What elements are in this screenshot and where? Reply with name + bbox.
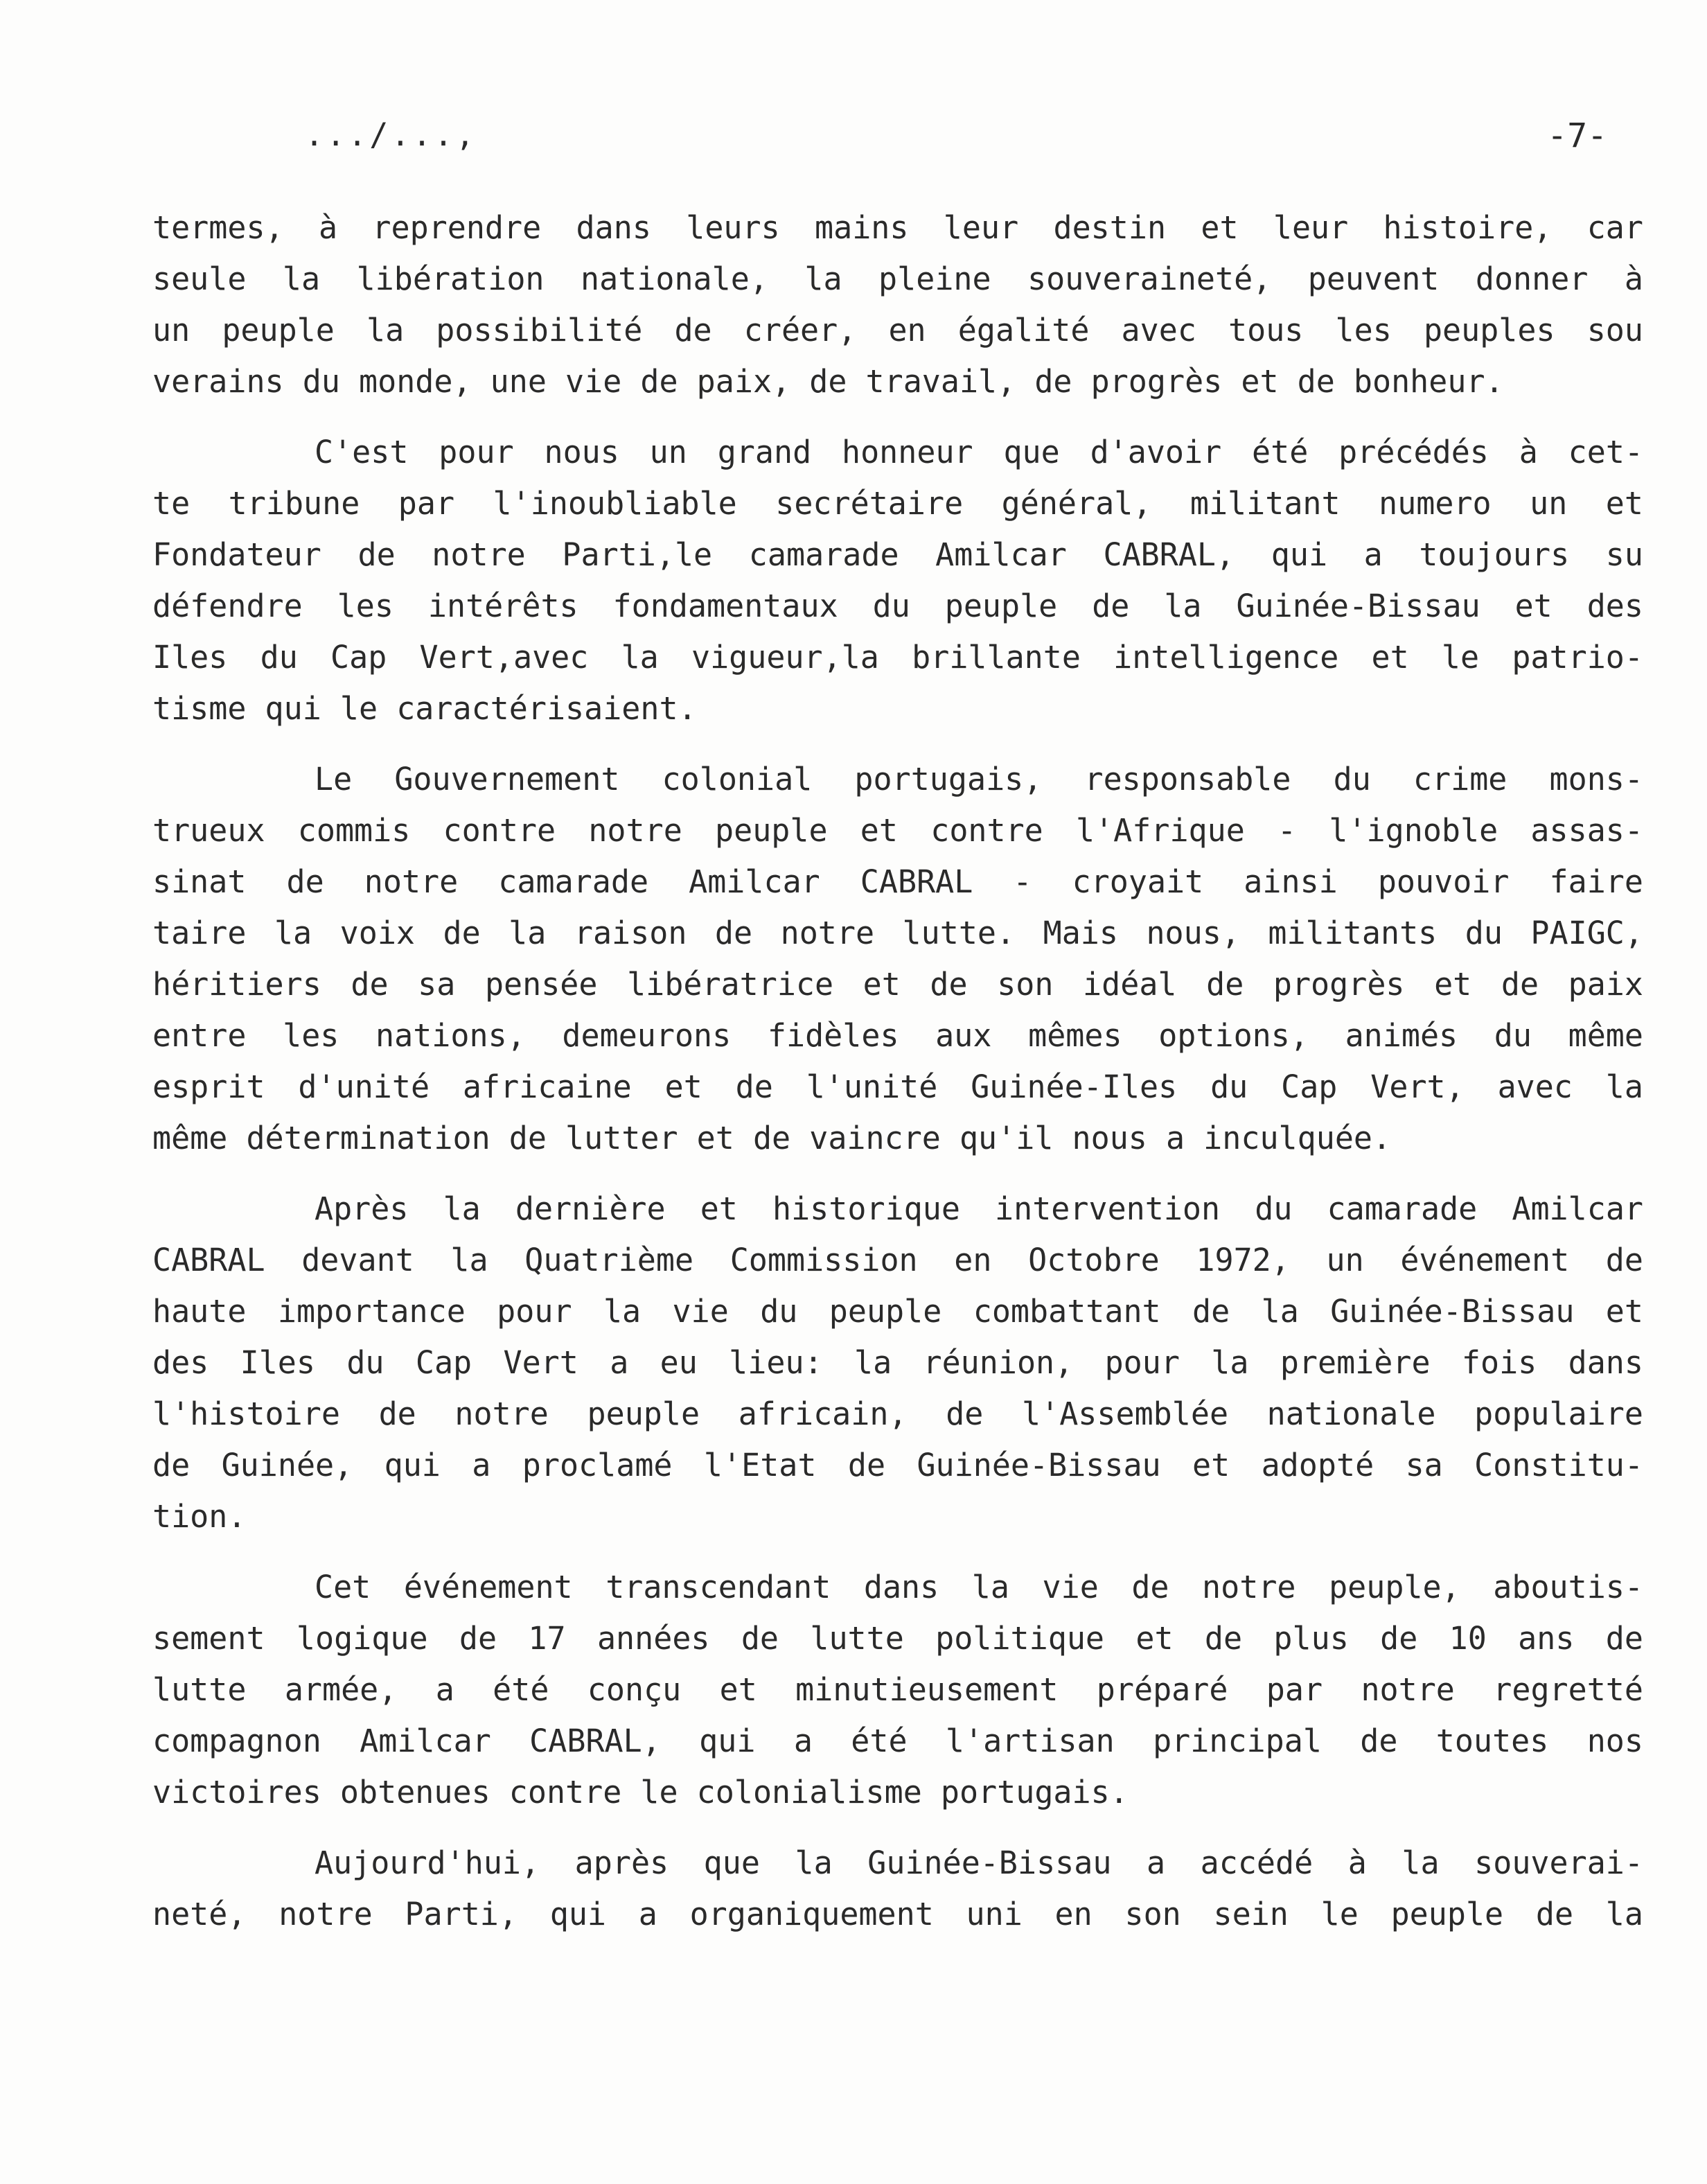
text-line: lutte armée, a été conçu et minutieusement préparé par notre regretté [152, 1671, 1643, 1708]
text-line: neté, notre Parti, qui a organiquement uni en son sein le peuple de la [152, 1896, 1643, 1932]
paragraph [152, 1838, 1643, 1940]
page-number: -7- [1547, 116, 1607, 155]
text-line: te tribune par l'inoubliable secrétaire général, militant numero un et [152, 485, 1643, 522]
text-line: trueux commis contre notre peuple et contre l'Afrique - l'ignoble assas- [152, 812, 1643, 849]
text-line: Aujourd'hui, après que la Guinée-Bissau a accédé à la souverai- [315, 1844, 1643, 1881]
text-line: défendre les intérêts fondamentaux du peuple de la Guinée-Bissau et des [152, 588, 1643, 624]
text-line: seule la libération nationale, la pleine souveraineté, peuvent donner à [152, 261, 1643, 297]
text-line: Fondateur de notre Parti,le camarade Amilcar CABRAL, qui a toujours su [152, 536, 1643, 573]
text-line: Cet événement transcendant dans la vie de notre peuple, aboutis- [315, 1569, 1643, 1605]
paragraph [152, 427, 1643, 734]
body-text [152, 202, 1643, 1940]
text-line: de Guinée, qui a proclamé l'Etat de Guinée-Bissau et adopté sa Constitu- [152, 1447, 1643, 1483]
page-header [305, 116, 1607, 172]
text-line: esprit d'unité africaine et de l'unité Guinée-Iles du Cap Vert, avec la [152, 1068, 1643, 1105]
text-line: CABRAL devant la Quatrième Commission en Octobre 1972, un événement de [152, 1242, 1643, 1278]
text-line: termes, à reprendre dans leurs mains leur destin et leur histoire, car [152, 209, 1643, 246]
text-line: sement logique de 17 années de lutte politique et de plus de 10 ans de [152, 1620, 1643, 1657]
text-line: compagnon Amilcar CABRAL, qui a été l'artisan principal de toutes nos [152, 1723, 1643, 1759]
text-line: Iles du Cap Vert,avec la vigueur,la brillante intelligence et le patrio- [152, 639, 1643, 676]
text-line: un peuple la possibilité de créer, en égalité avec tous les peuples sou [152, 312, 1643, 349]
text-line: taire la voix de la raison de notre lutte. Mais nous, militants du PAIGC, [152, 915, 1643, 951]
text-line: des Iles du Cap Vert a eu lieu: la réunion, pour la première fois dans [152, 1344, 1643, 1381]
paragraph [152, 1562, 1643, 1818]
text-line: Après la dernière et historique intervention du camarade Amilcar [315, 1190, 1643, 1227]
text-line: C'est pour nous un grand honneur que d'avoir été précédés à cet- [315, 434, 1643, 470]
text-line: héritiers de sa pensée libératrice et de son idéal de progrès et de paix [152, 966, 1643, 1003]
paragraph [152, 202, 1643, 407]
text-line: l'histoire de notre peuple africain, de l'Assemblée nationale populaire [152, 1395, 1643, 1432]
text-line: tion. [152, 1498, 247, 1535]
text-line: verains du monde, une vie de paix, de travail, de progrès et de bonheur. [152, 363, 1504, 400]
paragraph [152, 754, 1643, 1164]
paragraph [152, 1183, 1643, 1542]
text-line: victoires obtenues contre le colonialisme portugais. [152, 1774, 1129, 1811]
text-line: entre les nations, demeurons fidèles aux mêmes options, animés du même [152, 1017, 1643, 1054]
continuation-mark: .../..., [305, 116, 477, 153]
text-line: sinat de notre camarade Amilcar CABRAL - croyait ainsi pouvoir faire [152, 863, 1643, 900]
text-line: Le Gouvernement colonial portugais, responsable du crime mons- [315, 761, 1643, 798]
text-line: haute importance pour la vie du peuple combattant de la Guinée-Bissau et [152, 1293, 1643, 1330]
text-line: tisme qui le caractérisaient. [152, 690, 697, 727]
text-line: même détermination de lutter et de vaincre qu'il nous a inculquée. [152, 1120, 1392, 1156]
